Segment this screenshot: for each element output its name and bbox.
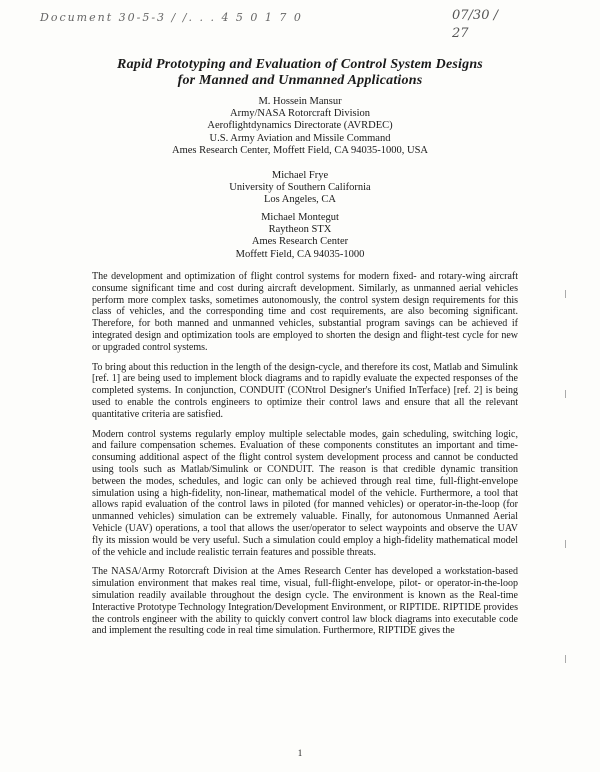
affiliation-line: Aeroflightdynamics Directorate (AVRDEC) [207,120,393,132]
paragraph-3: Modern control systems regularly employ multiple selectable modes, gain scheduling, switching logic, and failure compensation schemes. Evaluation of these components constitutes an important and time-consuming additional aspect of the flight control system development process and cannot be conducted using tools such as Matlab/Simulink or CONDUIT. The reason is that credible dynamic transition between the modes, schedules, and logic can only be achieved through real time, full-flight-envelope simulation using a high-fidelity, non-linear, mathematical model of the vehicle. Furthermore, a tool that allows rapid evaluation of the control laws in piloted (for manned vehicles) or operator-in-the-loop (for unmanned vehicles) simulation can be extremely valuable. Finally, for autonomous Unmanned Aerial Vehicle (UAV) operations, a tool that allows the user/operator to select waypoints and observe the UAV fly its mission would be very useful. Such a simulation could employ a high-fidelity mathematical model of the vehicle and include realistic terrain features and possible threats. [92,428,518,558]
affiliation-line: Ames Research Center, Moffett Field, CA 94035-1000, USA [171,144,429,156]
handwritten-header [40,8,370,28]
corner-handwritten-mark [452,6,512,52]
author-name: Michael Montegut [261,212,339,223]
margin-mark [565,655,574,663]
margin-mark [565,290,574,298]
affiliation-line: Raytheon STX [268,224,332,236]
author-block-2 [0,170,600,207]
paragraph-1: The development and optimization of flight control systems for modern fixed- and rotary-wing aircraft consume significant time and cost during aircraft development. Similarly, as unmanned aerial vehicles perform more complex tasks, sometimes autonomously, the control system design requirements for this class of vehicles, and the corresponding time and cost requirements, are also becoming significant. Therefore, for both manned and unmanned vehicles, substantial program savings can be achieved if integrated design and optimization tools are employed to shorten the design and flight-test cycle for new or upgraded control systems. [92,271,518,353]
author-block-1 [0,96,600,157]
author-name: Michael Frye [271,170,329,181]
page-number: 1 [297,748,303,758]
author-block-3 [0,212,600,261]
margin-mark [565,540,574,548]
affiliation-line: Ames Research Center [251,236,349,248]
paragraph-4: The NASA/Army Rotorcraft Division at the Ames Research Center has developed a workstation-based simulation environment that makes real time, visual, full-flight-envelope, pilot- or operator-in-the-loop simulation readily available throughout the design cycle. The environment is known as the Real-time Interactive Prototype Technology Integration/Development Environment, or RIPTIDE. RIPTIDE provides the controls engineer with the ability to quickly convert control law block diagrams into executable code and implement the resulting code in real time simulation. Furthermore, RIPTIDE gives the [92,566,518,637]
title-line-2: for Manned and Unmanned Applications [177,73,423,88]
affiliation-line: Army/NASA Rotorcraft Division [230,108,370,120]
paper-title [0,57,600,89]
affiliation-line: University of Southern California [229,182,371,194]
margin-mark [565,390,574,398]
title-line-1: Rapid Prototyping and Evaluation of Control System Designs [117,57,483,72]
affiliation-line: Los Angeles, CA [263,194,337,206]
body-text [92,271,518,645]
author-name: M. Hossein Mansur [258,96,342,107]
corner-note: 07/30 / 27 [452,8,498,41]
affiliation-line: Moffett Field, CA 94035-1000 [235,248,365,260]
paragraph-2: To bring about this reduction in the length of the design-cycle, and therefore its cost, Matlab and Simulink [ref. 1] are being used to implement block diagrams and to rapidly evaluate the expected responses of the completed systems. In conjunction, CONDUIT (CONtrol Designer's Unified InTerface) [ref. 2] is being used to enable the controls engineers to optimize their control laws and ensure that all the relevant quantitative criteria are satisfied. [92,361,518,420]
handwritten-note: Document 30-5-3 / /. . . 4 5 0 1 7 0 [40,11,303,24]
affiliation-line: U.S. Army Aviation and Missile Command [209,132,391,144]
